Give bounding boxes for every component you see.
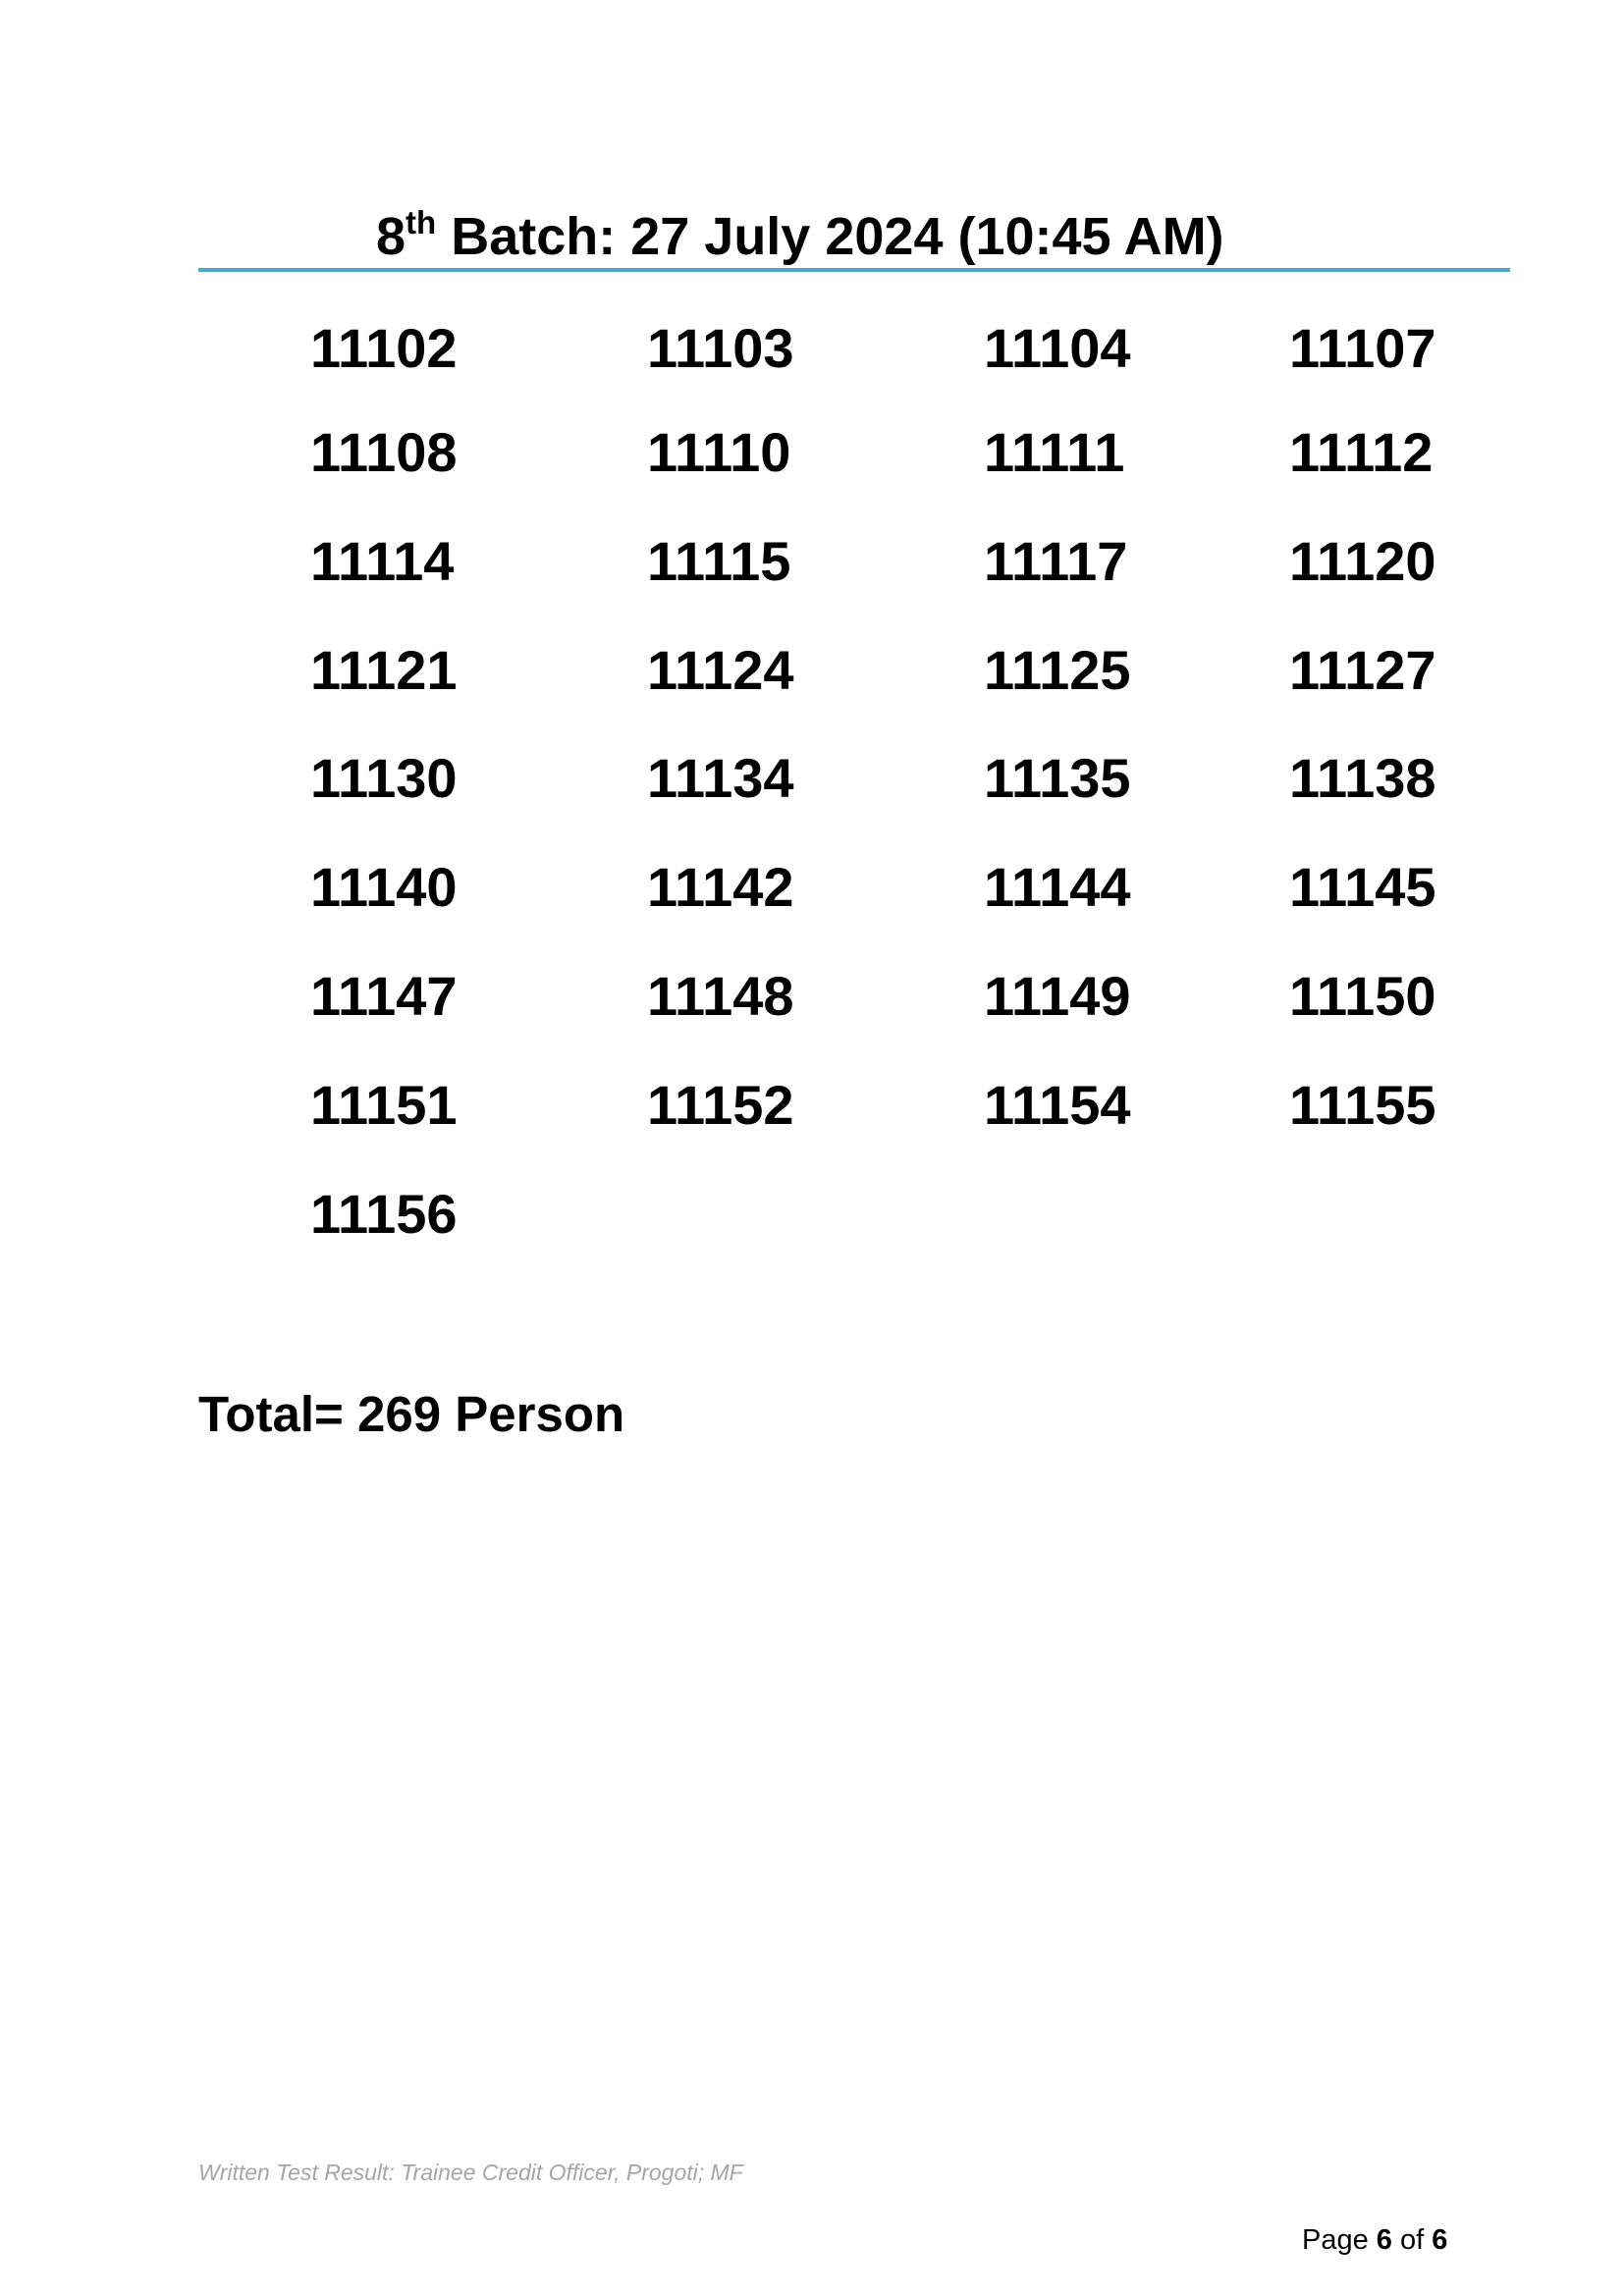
roll-number: 11114 xyxy=(310,530,455,592)
roll-number: 11135 xyxy=(984,747,1131,809)
roll-number: 11140 xyxy=(310,856,458,918)
roll-number: 11156 xyxy=(310,1183,458,1245)
roll-number: 11152 xyxy=(647,1074,794,1136)
batch-heading-text: Batch: 27 July 2024 (10:45 AM) xyxy=(436,207,1224,266)
roll-number: 11108 xyxy=(310,421,458,483)
page-mid: of xyxy=(1391,2224,1433,2256)
roll-number: 11102 xyxy=(310,317,458,379)
page-number xyxy=(1302,2224,1447,2257)
roll-number: 11154 xyxy=(984,1074,1131,1136)
total-count: Total= 269 Person xyxy=(198,1386,625,1442)
roll-number: 11115 xyxy=(647,530,791,592)
roll-number: 11110 xyxy=(647,421,791,483)
roll-number: 11112 xyxy=(1289,421,1434,483)
roll-number: 11145 xyxy=(1289,856,1436,918)
roll-number: 11107 xyxy=(1289,317,1436,379)
batch-heading xyxy=(376,194,1224,267)
page-prefix: Page xyxy=(1302,2224,1377,2256)
roll-number: 11117 xyxy=(984,530,1128,592)
roll-number: 11147 xyxy=(310,965,458,1027)
roll-number: 11124 xyxy=(647,639,794,701)
heading-underline xyxy=(198,268,1510,272)
roll-number: 11138 xyxy=(1289,747,1436,809)
footer-note: Written Test Result: Trainee Credit Officer, Progoti; MF xyxy=(198,2160,743,2185)
roll-number: 11111 xyxy=(984,421,1125,483)
roll-number: 11148 xyxy=(647,965,794,1027)
roll-number: 11104 xyxy=(984,317,1131,379)
roll-number: 11134 xyxy=(647,747,794,809)
roll-number: 11150 xyxy=(1289,965,1436,1027)
batch-ordinal: 8 xyxy=(376,207,406,266)
roll-number: 11127 xyxy=(1289,639,1436,701)
roll-number: 11151 xyxy=(310,1074,458,1136)
roll-number: 11121 xyxy=(310,639,458,701)
roll-number: 11155 xyxy=(1289,1074,1436,1136)
roll-number: 11142 xyxy=(647,856,794,918)
roll-number: 11144 xyxy=(984,856,1131,918)
roll-number: 11130 xyxy=(310,747,458,809)
page-total: 6 xyxy=(1432,2224,1448,2256)
roll-number: 11120 xyxy=(1289,530,1436,592)
page-current: 6 xyxy=(1376,2224,1392,2256)
batch-ordinal-suffix: th xyxy=(406,204,437,240)
roll-number: 11149 xyxy=(984,965,1131,1027)
roll-number: 11103 xyxy=(647,317,794,379)
roll-number: 11125 xyxy=(984,639,1131,701)
